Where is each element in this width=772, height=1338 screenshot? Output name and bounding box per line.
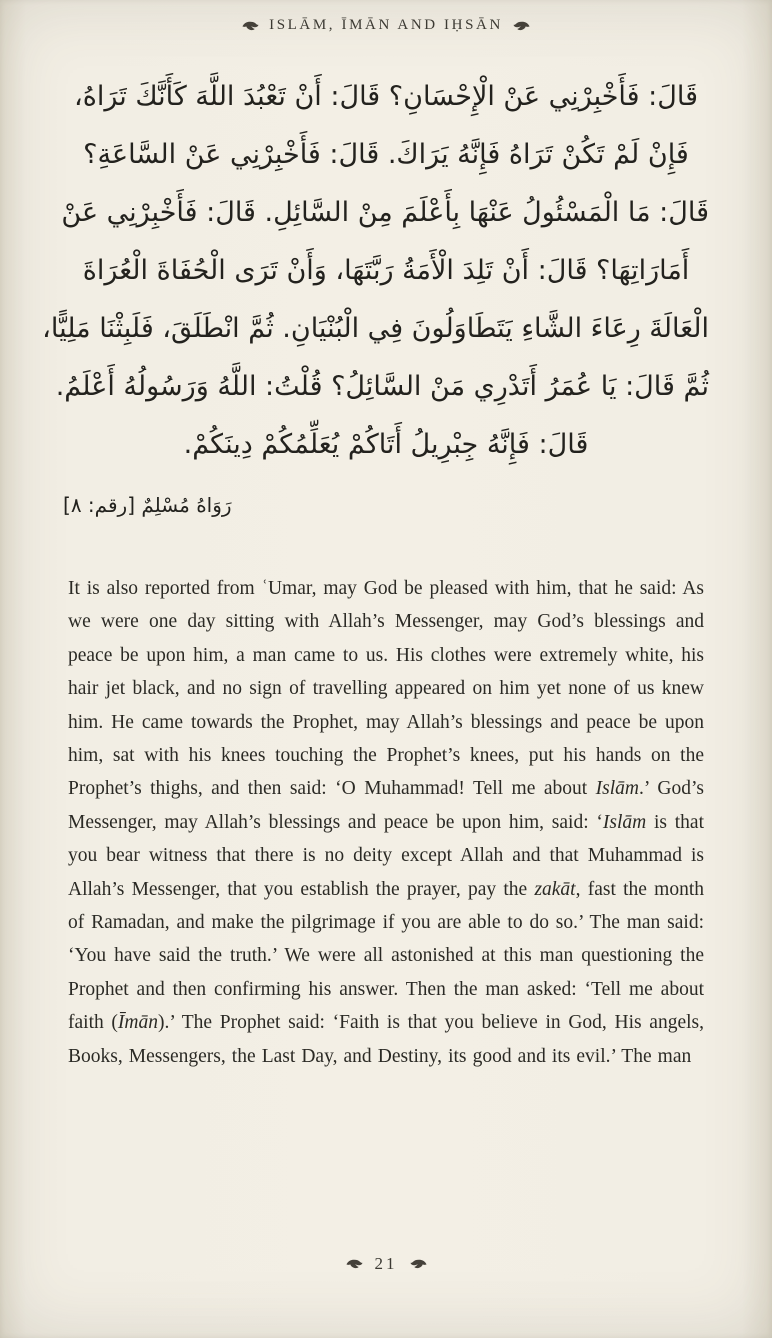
arabic-line: قَالَ: مَا الْمَسْئُولُ عَنْهَا بِأَعْلَمَ مِنْ السَّائِلِ. قَالَ: فَأَخْبِرْنِي عَنْ bbox=[61, 197, 709, 228]
arabic-line: فَإِنْ لَمْ تَكُنْ تَرَاهُ فَإِنَّهُ يَرَاكَ. قَالَ: فَأَخْبِرْنِي عَنْ السَّاعَةِ؟ bbox=[83, 139, 689, 170]
arabic-hadith-text bbox=[42, 68, 709, 474]
hadith-attribution: رَوَاهُ مُسْلِمٌ [رقم: ٨] bbox=[63, 493, 232, 517]
italic-term: Īmān bbox=[117, 1012, 158, 1034]
page-number: 21 bbox=[374, 1254, 398, 1273]
arabic-line: قَالَ: فَأَخْبِرْنِي عَنْ الْإِحْسَانِ؟ قَالَ: أَنْ تَعْبُدَ اللَّهَ كَأَنَّكَ تَرَاهُ، bbox=[73, 81, 698, 112]
italic-term: zakāt bbox=[534, 878, 576, 900]
arabic-line: ثُمَّ قَالَ: يَا عُمَرُ أَتَدْرِي مَنْ السَّائِلُ؟ قُلْتُ: اللَّهُ وَرَسُولُهُ أَعْلَمُ. bbox=[55, 371, 709, 402]
chapter-title: ISLĀM, ĪMĀN AND IḤSĀN bbox=[269, 17, 503, 33]
italic-term: Islām bbox=[602, 811, 647, 833]
running-header bbox=[0, 0, 772, 34]
page-footer bbox=[0, 1254, 772, 1274]
text-run: It is also reported from ʿUmar, may God be pleased with him, that he said: As we were one day sitting with Allah’s Messenger, may God’s blessings and peace be upon him, a man came to us. His clothes were extremely white, his hair jet black, and no sign of travelling appeared on him yet none of us knew him. He came towards the Prophet, may Allah’s blessings and peace be upon him, sat with his knees touching the Prophet’s knees, put his hands on the Prophet’s thighs, and then said: ‘O Muhammad! Tell me about bbox=[68, 578, 704, 800]
fleuron-left-icon bbox=[242, 20, 259, 32]
arabic-line: قَالَ: فَإِنَّهُ جِبْرِيلُ أَتَاكُمْ يُعَلِّمُكُمْ دِينَكُمْ. bbox=[183, 429, 589, 460]
text-run: is that you bear witness that there is no deity except Allah and that Muhammad is Allah’s Messenger, that you establish the prayer, pay the bbox=[68, 811, 704, 900]
arabic-line: الْعَالَةَ رِعَاءَ الشَّاءِ يَتَطَاوَلُونَ فِي الْبُنْيَانِ. ثُمَّ انْطَلَقَ، فَلَبِثْنَا مَلِيًّا، bbox=[42, 313, 709, 344]
fleuron-left-icon bbox=[346, 1258, 363, 1270]
fleuron-right-icon bbox=[513, 20, 530, 32]
text-run: ).’ The Prophet said: ‘Faith is that you believe in God, His angels, Books, Messengers, the Last Day, and Destiny, its good and its evil.’ The man bbox=[68, 1012, 704, 1067]
english-translation bbox=[68, 572, 704, 1073]
text-run: , fast the month of Ramadan, and make the pilgrimage if you are able to do so.’ The man said: ‘You have said the truth.’ We were all astonished at this man questioning the Prophet and then confirming his answer. Then the man asked: ‘Tell me about faith ( bbox=[68, 878, 704, 1034]
arabic-line: أَمَارَاتِهَا؟ قَالَ: أَنْ تَلِدَ الْأَمَةُ رَبَّتَهَا، وَأَنْ تَرَى الْحُفَاةَ الْعُرَاةَ bbox=[82, 255, 690, 286]
text-run: .’ God’s Messenger, may Allah’s blessings and peace be upon him, said: ‘ bbox=[68, 778, 704, 833]
fleuron-right-icon bbox=[410, 1258, 427, 1270]
italic-term: Islām bbox=[595, 778, 639, 800]
